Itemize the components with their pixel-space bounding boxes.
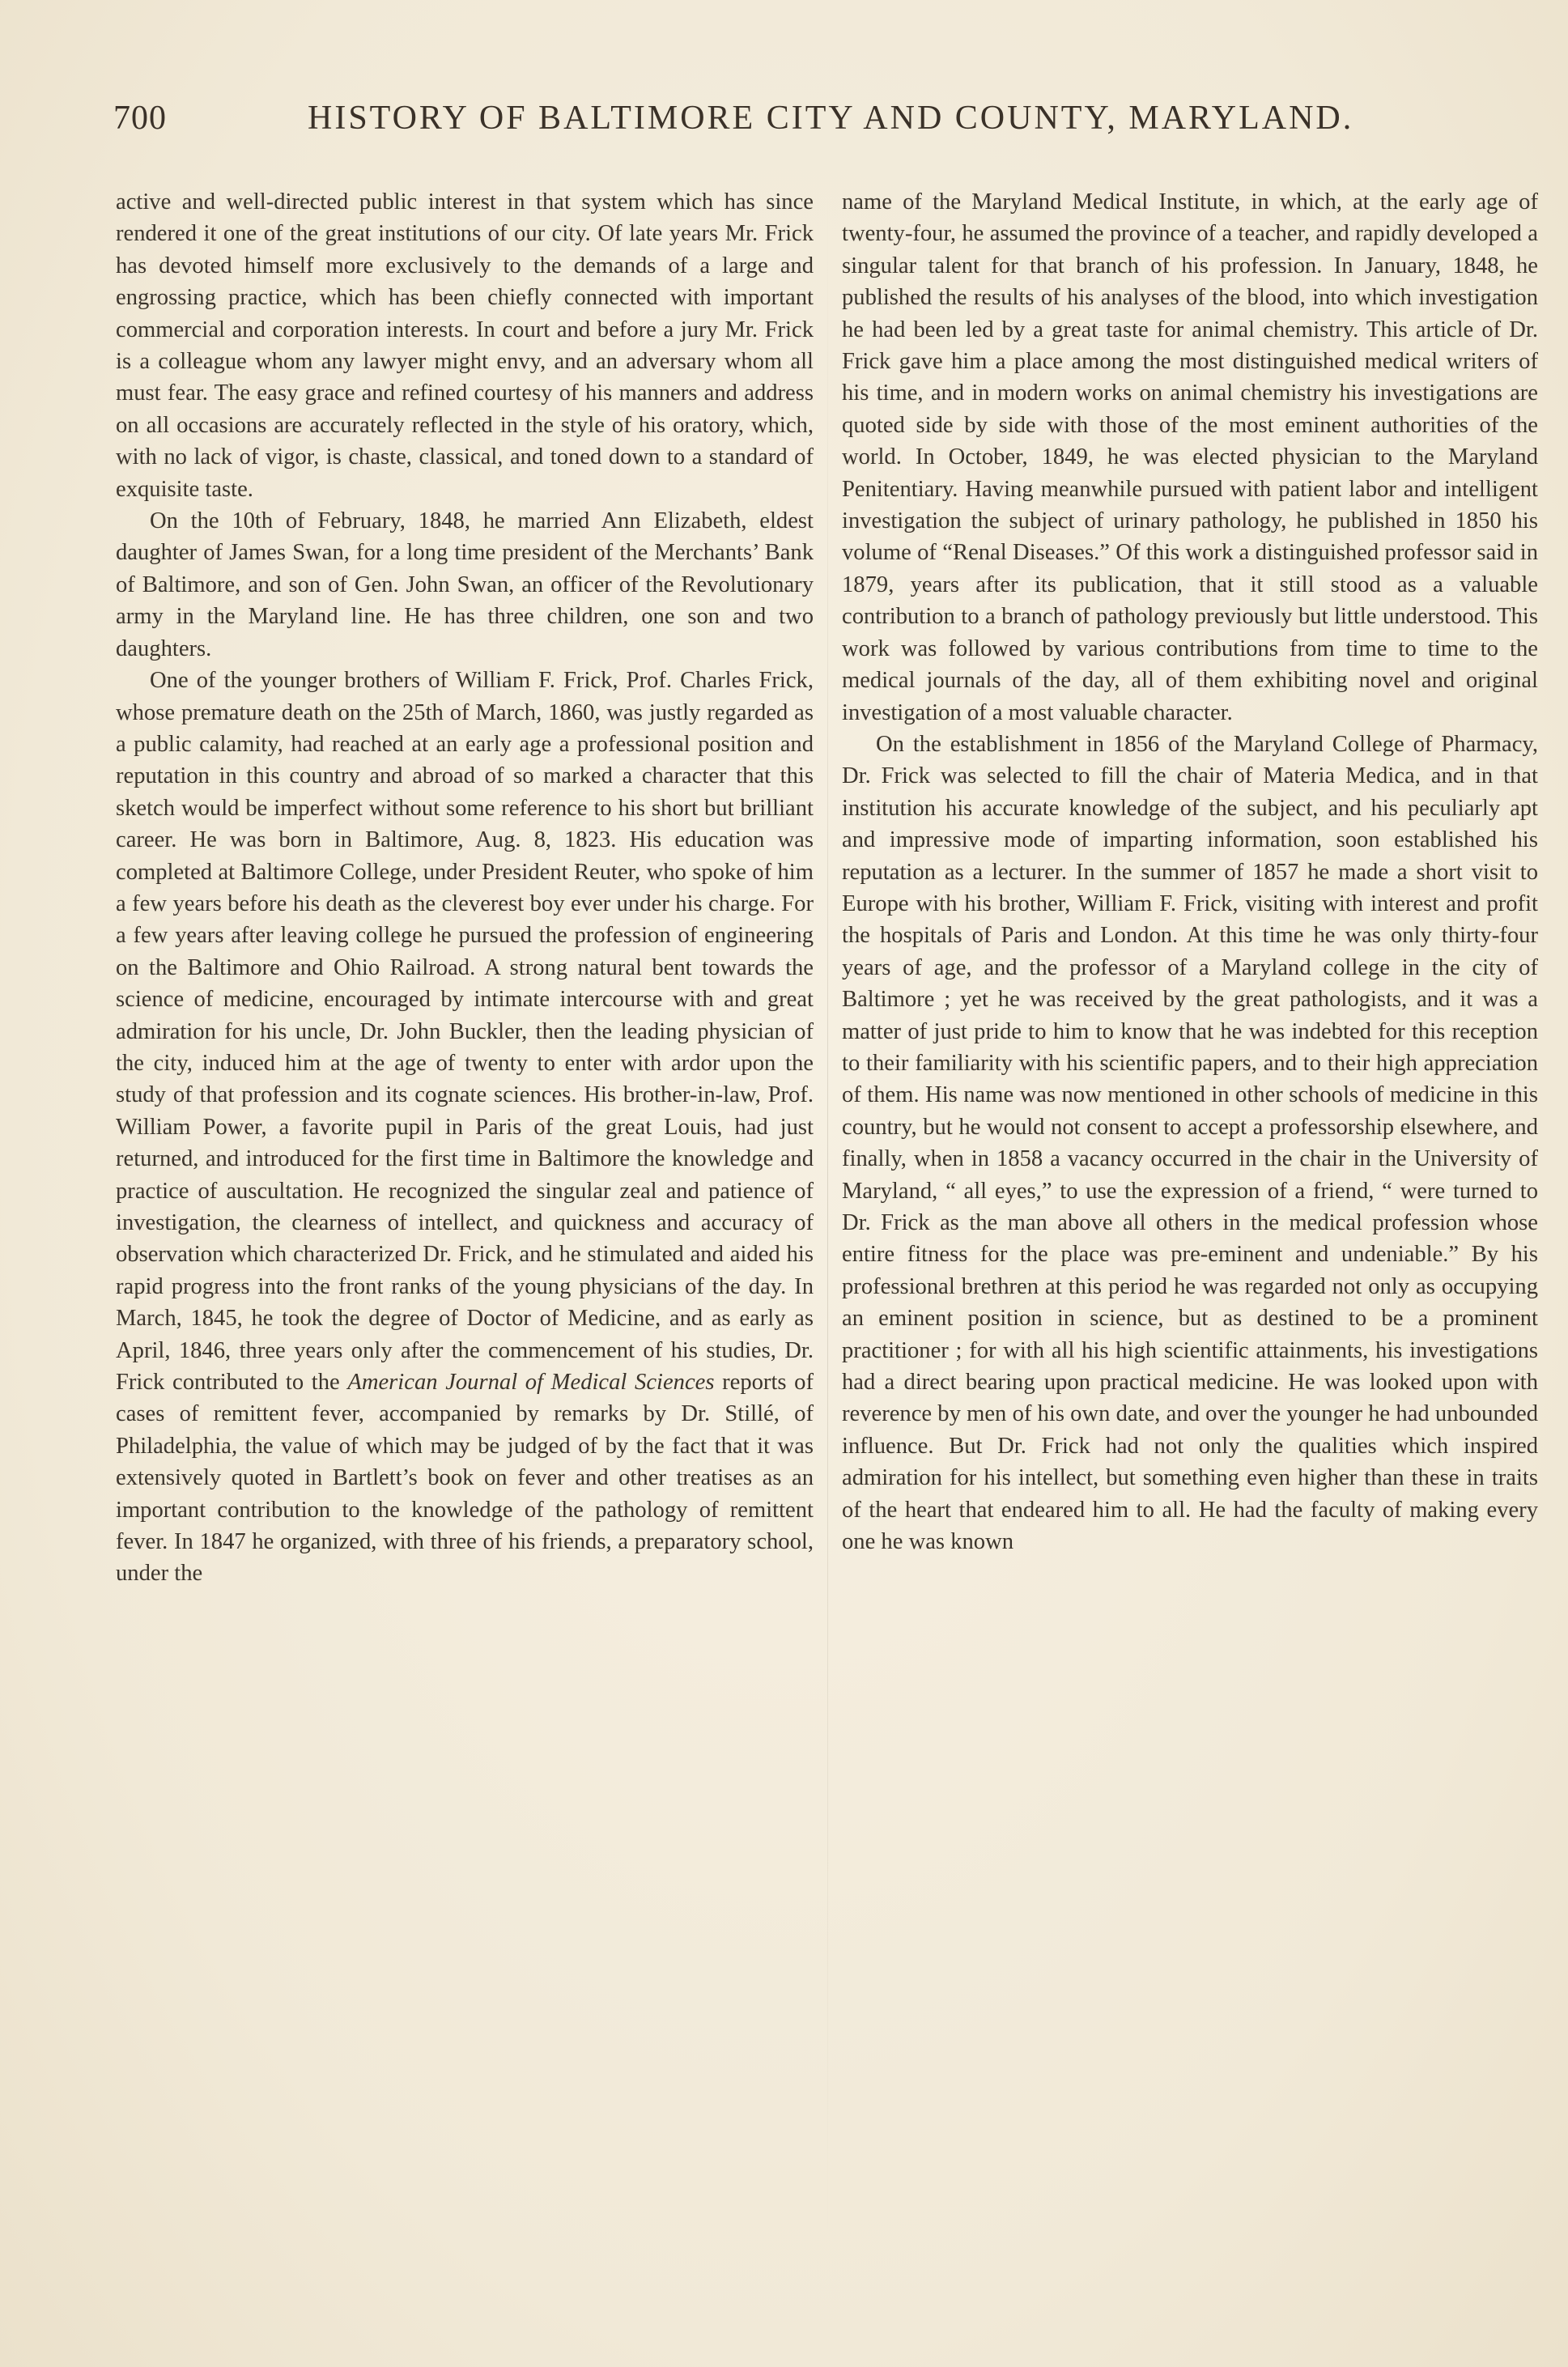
right-paragraph-1: name of the Maryland Medical Institute, in which, at the early age of twenty-four, he assumed the province of a teacher, and rapidly developed a singular talent for that branch of his profession. In January, 1848, he published the results of his analyses of the blood, into which investigation he had been led by a great taste for animal chemistry. This article of Dr. Frick gave him a place among the most distinguished medical writers of his time, and in modern works on animal chemistry his investigations are quoted side by side with those of the most eminent authorities of the world. In October, 1849, he was elected physician to the Maryland Penitentiary. Having meanwhile pursued with patient labor and intelligent investigation the subject of urinary pathology, he published in 1850 his volume of “Renal Diseases.” Of this work a distinguished professor said in 1879, years after its publication, that it still stood as a valuable contribution to a branch of pathology previously but little understood. This work was followed by various contributions from time to time to the medical journals of the day, all of them exhibiting novel and original investigation of a most valuable character. [842, 189, 1538, 725]
column-gutter [827, 186, 828, 2242]
left-paragraph-3-part-b: reports of cases of remittent fever, accompanied by remarks by Dr. Stillé, of Philadelphia, the value of which may be judged of by the fact that it was extensively quoted in Bartlett’s book on fever and other treatises as an important contribution to the knowledge of the pathology of remittent fever. In 1847 he organized, with three of his friends, a preparatory school, under the [116, 1370, 814, 1587]
left-paragraph-3 [116, 665, 814, 1590]
running-title: HISTORY OF BALTIMORE CITY AND COUNTY, MARYLAND. [308, 100, 1354, 137]
left-paragraph-1: active and well-directed public interest in that system which has since rendered it one of the great institutions of our city. Of late years Mr. Frick has devoted himself more exclusively to the demands of a large and engrossing practice, which has been chiefly connected with important commercial and corporation interests. In court and before a jury Mr. Frick is a colleague whom any lawyer might envy, and an adversary whom all must fear. The easy grace and refined courtesy of his manners and address on all occasions are accurately reflected in the style of his oratory, which, with no lack of vigor, is chaste, classical, and toned down to a standard of exquisite taste. [116, 189, 814, 502]
journal-title-italic: American Journal of Medical Sciences [347, 1370, 715, 1396]
left-column [116, 186, 814, 1590]
right-column [842, 186, 1538, 1557]
page-number: 700 [113, 100, 167, 137]
right-paragraph-2: On the establishment in 1856 of the Maryland College of Pharmacy, Dr. Frick was selected to fill the chair of Materia Medica, and in that institution his accurate knowledge of the subject, and his peculiarly apt and impressive mode of imparting information, soon established his reputation as a lecturer. In the summer of 1857 he made a short visit to Europe with his brother, William F. Frick, visiting with interest and profit the hospitals of Paris and London. At this time he was only thirty-four years of age, and the professor of a Maryland college in the city of Baltimore ; yet he was received by the great pathologists, and it was a matter of just pride to him to know that he was indebted for this reception to their familiarity with his scientific papers, and to their high appreciation of them. His name was now mentioned in other schools of medicine in this country, but he would not consent to accept a professorship elsewhere, and finally, when in 1858 a vacancy occurred in the chair in the University of Maryland, “ all eyes,” to use the expression of a friend, “ were turned to Dr. Frick as the man above all others in the medical profession whose entire fitness for the place was pre-eminent and undeniable.” By his professional brethren at this period he was regarded not only as occupying an eminent position in science, but as destined to be a prominent practitioner ; for with all his high scientific attainments, his investigations had a direct bearing upon practical medicine. He was looked upon with reverence by men of his own date, and over the younger he had unbounded influence. But Dr. Frick had not only the qualities which inspired admiration for his intellect, but something even higher than these in traits of the heart that endeared him to all. He had the faculty of making every one he was known [842, 731, 1538, 1555]
left-paragraph-2: On the 10th of February, 1848, he married Ann Elizabeth, eldest daughter of James Swan, for a long time president of the Merchants’ Bank of Baltimore, and son of Gen. John Swan, an officer of the Revolutionary army in the Maryland line. He has three children, one son and two daughters. [116, 508, 814, 661]
page-header [113, 99, 1376, 147]
left-paragraph-3-part-a: One of the younger brothers of William F. Frick, Prof. Charles Frick, whose premature death on the 25th of March, 1860, was justly regarded as a public calamity, had reached at an early age a professional position and reputation in this country and abroad of so marked a character that this sketch would be imperfect without some reference to his short but brilliant career. He was born in Baltimore, Aug. 8, 1823. His education was completed at Baltimore College, under President Reuter, who spoke of him a few years before his death as the cleverest boy ever under his charge. For a few years after leaving college he pursued the profession of engineering on the Baltimore and Ohio Railroad. A strong natural bent towards the science of medicine, encouraged by intimate intercourse with and great admiration for his uncle, Dr. John Buckler, then the leading physician of the city, induced him at the age of twenty to enter with ardor upon the study of that profession and its cognate sciences. His brother-in-law, Prof. William Power, a favorite pupil in Paris of the great Louis, had just returned, and introduced for the first time in Baltimore the knowledge and practice of auscultation. He recognized the singular zeal and patience of investigation, the clearness of intellect, and quickness and accuracy of observation which characterized Dr. Frick, and he stimulated and aided his rapid progress into the front ranks of the young physicians of the day. In March, 1845, he took the degree of Doctor of Medicine, and as early as April, 1846, three years only after the commencement of his studies, Dr. Frick contributed to the [116, 668, 814, 1396]
